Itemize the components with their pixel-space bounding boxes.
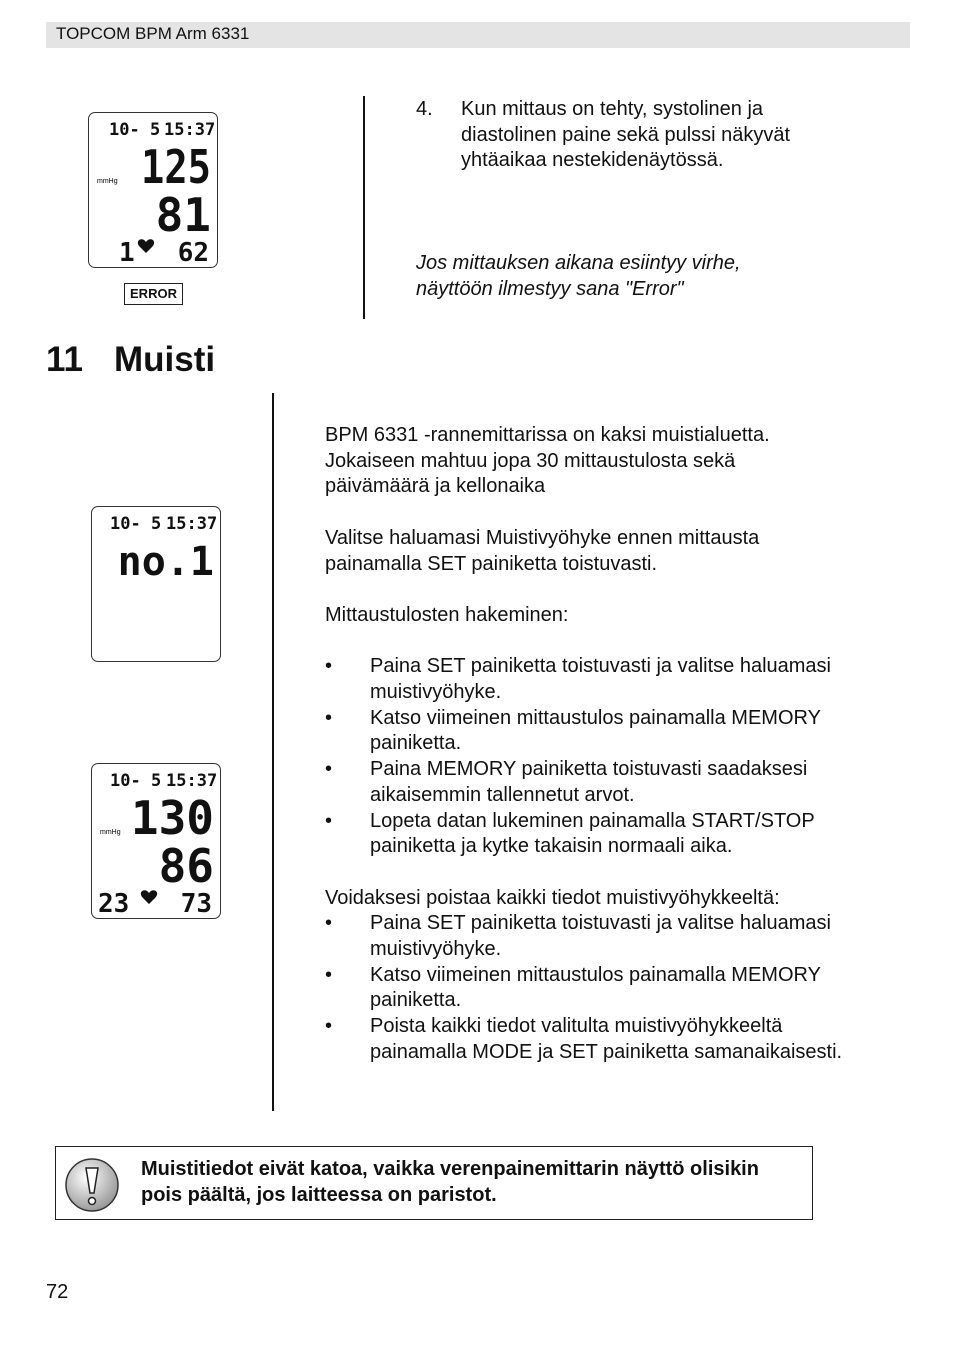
lcd-mem-time: 15:37 [166, 771, 218, 791]
list-item: • Lopeta datan lukeminen painamalla START/STOP painiketta ja kytke takaisin normaali aika. [325, 809, 815, 858]
lcd-no-date: 10- 5 [110, 514, 162, 534]
exclamation-icon [64, 1157, 120, 1213]
lcd-mem-unit: mmHg [100, 829, 121, 836]
lcd-mem-systolic: 130 [130, 791, 214, 845]
retrieve-list [325, 654, 870, 860]
step-number: 4. [416, 98, 433, 120]
list-item: • Paina SET painiketta toistuvasti ja valitse haluamasi muistivyöhyke. [325, 912, 831, 960]
list-item: • Katso viimeinen mittaustulos painamalla MEMORY painiketta. [325, 706, 821, 755]
memory-intro: BPM 6331 -rannemittarissa on kaksi muistialuetta. Jokaiseen mahtuu jopa 30 mittaustulosta sekä päivämäärä ja kellonaika [325, 424, 770, 498]
memory-text-column [325, 423, 885, 1066]
lcd-pulse: 62 [177, 238, 209, 267]
lcd-mem-pulse: 73 [180, 889, 212, 918]
lcd-date: 10- 5 [109, 120, 161, 140]
page-number: 72 [46, 1281, 69, 1303]
lcd-diastolic: 81 [155, 188, 211, 242]
lcd-systolic: 125 [141, 140, 211, 194]
header-title: TOPCOM BPM Arm 6331 [56, 24, 250, 43]
lcd-display-memory-no [91, 506, 221, 662]
lcd-mem-diastolic: 86 [158, 839, 214, 893]
heart-icon [141, 890, 157, 904]
lcd-time: 15:37 [164, 120, 216, 140]
lcd-display-memory-reading [91, 763, 221, 919]
list-item: • Paina SET painiketta toistuvasti ja valitse haluamasi muistivyöhyke. [325, 655, 831, 703]
column-divider-memory [272, 393, 274, 1111]
memory-select: Valitse haluamasi Muistivyöhyke ennen mittausta painamalla SET painiketta toistuvasti. [325, 526, 760, 575]
step-text: Kun mittaus on tehty, systolinen ja diastolinen paine sekä pulssi näkyvät yhtäaikaa nestekidenäytössä. [461, 98, 791, 172]
lcd-mem-date: 10- 5 [110, 771, 162, 791]
retrieve-heading: Mittaustulosten hakeminen: [325, 603, 569, 626]
lcd-mem-memory: 23 [98, 889, 130, 918]
lcd-display-reading [88, 112, 218, 268]
list-item: • Paina MEMORY painiketta toistuvasti saadaksesi aikaisemmin tallennetut arvot. [325, 758, 808, 806]
section-number: 11 [46, 340, 83, 379]
list-item: • Poista kaikki tiedot valitulta muistivyöhykkeeltä painamalla MODE ja SET painiketta samanaikaisesti. [325, 1015, 843, 1063]
lcd-no-time: 15:37 [166, 514, 218, 534]
note-text: Muistitiedot eivät katoa, vaikka verenpainemittarin näyttö olisikin pois päältä, jos laitteessa on paristot. [141, 1158, 759, 1206]
error-label: ERROR [124, 283, 183, 305]
delete-heading: Voidaksesi poistaa kaikki tiedot muistivyöhykkeeltä: [325, 886, 780, 909]
lcd-no-display: no.1 [117, 539, 214, 585]
heart-icon [138, 239, 154, 253]
delete-list [325, 911, 855, 1065]
list-item: • Katso viimeinen mittaustulos painamalla MEMORY painiketta. [325, 963, 821, 1012]
column-divider [363, 96, 365, 319]
lcd-memory: 1 [119, 238, 135, 267]
error-note: Jos mittauksen aikana esiintyy virhe, näyttöön ilmestyy sana "Error" [416, 252, 741, 300]
section-title: Muisti [114, 340, 216, 379]
lcd-unit: mmHg [97, 178, 118, 185]
section-heading [46, 340, 215, 380]
